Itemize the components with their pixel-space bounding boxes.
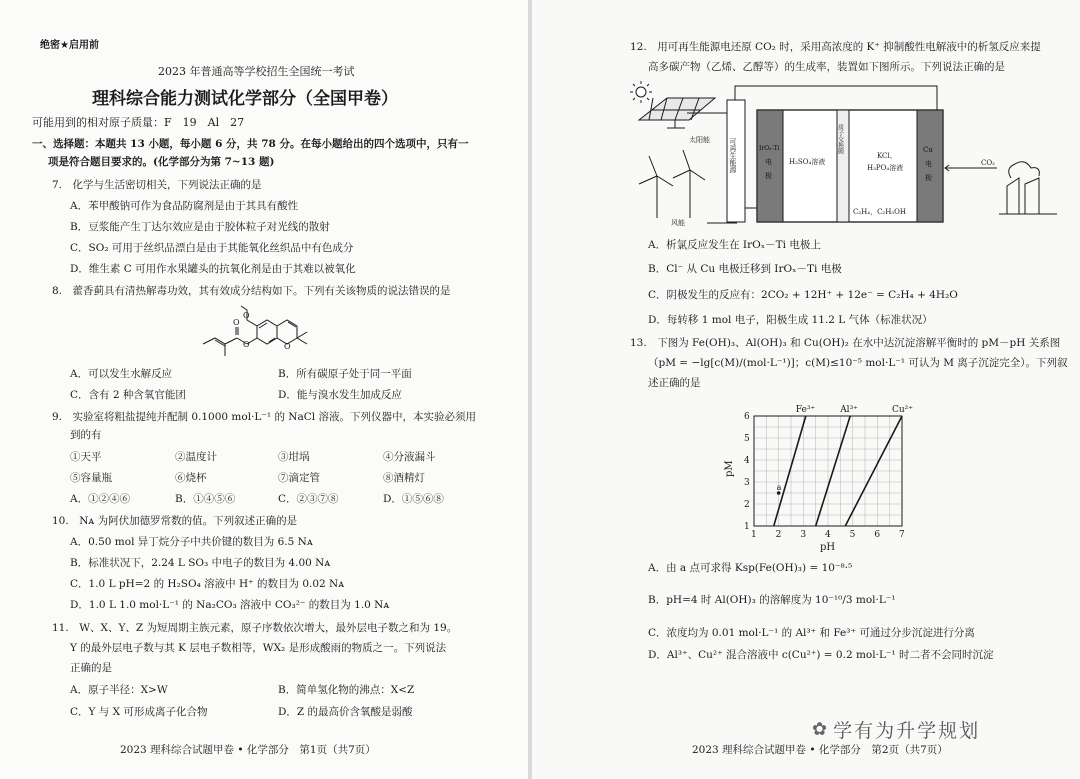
page-footer-left: 2023 理科综合试题甲卷 • 化学部分 第1页（共7页）	[120, 744, 376, 756]
q12-option-c: C．阴极发生的反应有：2CO₂ + 12H⁺ + 12e⁻ = C₂H₄ + 4H₂O	[648, 289, 958, 301]
y-tick-label: 2	[744, 500, 750, 510]
q7-option-c: C．SO₂ 可用于丝织品漂白是由于其能氧化丝织品中有色成分	[70, 242, 354, 254]
y-tick-label: 3	[744, 478, 750, 488]
q12-stem-cont: 高多碳产物（乙烯、乙醇等）的生成率，装置如下图所示。下列说法正确的是	[648, 61, 1005, 73]
q11-option-a: A．原子半径：X>W	[70, 684, 168, 696]
q9-item-7: ⑦滴定管	[278, 472, 320, 484]
x-axis-label: pH	[820, 542, 836, 553]
x-tick-label: 1	[751, 530, 757, 540]
q8-option-c: C．含有 2 种含氧官能团	[70, 389, 186, 401]
atomic-masses: 可能用到的相对原子质量：F 19 Al 27	[32, 116, 245, 129]
q7-option-b: B．豆浆能产生丁达尔效应是由于胶体粒子对光线的散射	[70, 221, 330, 233]
q12-stem: 12. 用可再生能源电还原 CO₂ 时，采用高浓度的 K⁺ 抑制酸性电解液中的析氢反应来提	[630, 41, 1041, 53]
q9-item-1: ①天平	[70, 451, 102, 463]
page-left	[0, 0, 528, 779]
q11-stem-end: 正确的是	[70, 662, 112, 674]
y-tick-label: 4	[744, 456, 750, 466]
q9-option-d: D．①⑤⑥⑧	[383, 493, 444, 505]
q7-stem: 7. 化学与生活密切相关，下列说法正确的是	[52, 179, 262, 191]
q12-option-a: A．析氯反应发生在 IrOₓ－Ti 电极上	[648, 239, 821, 251]
q10-option-d: D．1.0 L 1.0 mol·L⁻¹ 的 Na₂CO₃ 溶液中 CO₃²⁻ 的数目为 1.0 Nᴀ	[70, 599, 390, 611]
series-label-0: Fe³⁺	[795, 405, 816, 415]
q11-stem: 11. W、X、Y、Z 为短周期主族元素，原子序数依次增大，最外层电子数之和为 19。	[52, 622, 458, 634]
q11-stem-cont: Y 的最外层电子数与其 K 层电子数相等，WX₂ 是形成酸雨的物质之一。下列说法	[70, 642, 447, 654]
page-title: 理科综合能力测试化学部分（全国甲卷）	[92, 89, 398, 109]
q7-option-a: A．苯甲酸钠可作为食品防腐剂是由于其具有酸性	[70, 200, 299, 212]
q9-item-8: ⑧酒精灯	[383, 472, 425, 484]
carbonyl-o-label: O	[233, 318, 240, 327]
anode-label-3: 极	[765, 172, 772, 180]
q9-option-a: A．①②④⑥	[70, 493, 131, 505]
cu-label-2: 电	[925, 160, 932, 168]
q10-option-b: B．标准状况下，2.24 L SO₃ 中电子的数目为 4.00 Nᴀ	[70, 557, 331, 569]
methoxy-o-label: O	[243, 311, 250, 320]
kcl-label: KCl、	[877, 152, 897, 160]
q10-option-a: A．0.50 mol 异丁烷分子中共价键的数目为 6.5 Nᴀ	[70, 536, 313, 548]
series-label-2: Cu²⁺	[892, 405, 914, 415]
y-axis-label: pM	[724, 460, 735, 477]
page-right	[532, 0, 1080, 779]
q13-option-d: D．Al³⁺、Cu²⁺ 混合溶液中 c(Cu²⁺) = 0.2 mol·L⁻¹ 时二者不会同时沉淀	[648, 649, 994, 661]
pm-ph-chart	[712, 396, 932, 556]
y-tick-label: 1	[744, 522, 750, 532]
q13-option-a: A．由 a 点可求得 Ksp(Fe(OH)₃) = 10⁻⁸·⁵	[648, 562, 853, 574]
q9-stem-cont: 到的有	[70, 429, 102, 441]
section-heading-cont: 项是符合题目要求的。(化学部分为第 7~13 题)	[48, 156, 275, 168]
q7-option-d: D．维生素 C 可用作水果罐头的抗氧化剂是由于其难以被氧化	[70, 263, 356, 275]
q9-item-6: ⑥烧杯	[175, 472, 207, 484]
q13-stem-cont: （pM = −lg[c(M)/(mol·L⁻¹)]；c(M)≤10⁻⁵ mol·L⁻¹ 可认为 M 离子沉淀完全）。下列叙	[648, 357, 1068, 369]
anode-label: IrOₓ-Ti	[759, 145, 780, 152]
co2-label: CO₂	[981, 159, 995, 167]
factory-icon	[999, 162, 1057, 214]
electrolysis-diagram	[627, 78, 1067, 230]
q11-option-c: C．Y 与 X 可形成离子化合物	[70, 706, 208, 718]
q8-option-a: A．可以发生水解反应	[70, 368, 173, 380]
molecule-structure	[195, 300, 325, 366]
q13-stem-end: 述正确的是	[648, 377, 701, 389]
sun-icon	[636, 87, 646, 97]
q9-item-3: ③坩埚	[278, 451, 310, 463]
membrane-label: 质子交换膜	[836, 124, 844, 154]
wind-turbine-icon	[639, 150, 705, 218]
solar-label: 太阳能	[689, 136, 710, 144]
wechat-icon: ✿	[812, 719, 828, 740]
q13-option-b: B．pH=4 时 Al(OH)₃ 的溶解度为 10⁻¹⁰/3 mol·L⁻¹	[648, 594, 896, 606]
ring-o-label: O	[284, 342, 291, 351]
q11-option-b: B．简单氢化物的沸点：X<Z	[278, 684, 415, 696]
q12-option-d: D．每转移 1 mol 电子，阳极生成 11.2 L 气体（标准状况）	[648, 314, 933, 326]
h2so4-label: H₂SO₄溶液	[789, 158, 826, 166]
products-label: C₂H₄，C₂H₅OH	[853, 208, 906, 216]
q10-option-c: C．1.0 L pH=2 的 H₂SO₄ 溶液中 H⁺ 的数目为 0.02 Nᴀ	[70, 578, 345, 590]
wind-label: 风能	[671, 219, 685, 227]
q9-item-2: ②温度计	[175, 451, 217, 463]
h3po4-label: H₃PO₄溶液	[867, 164, 904, 172]
renewable-label: 可再生能源	[729, 138, 737, 173]
exam-heading: 2023 年普通高等学校招生全国统一考试	[158, 65, 355, 78]
x-tick-label: 5	[849, 530, 856, 540]
q8-option-b: B．所有碳原子处于同一平面	[278, 368, 412, 380]
watermark	[812, 716, 980, 743]
cu-label: Cu	[923, 146, 933, 154]
section-heading: 一、选择题：本题共 13 小题，每小题 6 分，共 78 分。在每小题给出的四个选项中，只有一	[32, 138, 469, 150]
q11-option-d: D．Z 的最高价含氧酸是弱酸	[278, 706, 413, 718]
q9-item-5: ⑤容量瓶	[70, 472, 112, 484]
q13-option-c: C．浓度均为 0.01 mol·L⁻¹ 的 Al³⁺ 和 Fe³⁺ 可通过分步沉淀进行分离	[648, 627, 975, 639]
q8-option-d: D．能与溴水发生加成反应	[278, 389, 402, 401]
point-a-label: a	[776, 483, 782, 492]
q12-option-b: B．Cl⁻ 从 Cu 电极迁移到 IrOₓ－Ti 电极	[648, 263, 842, 275]
anode-label-2: 电	[765, 158, 772, 166]
cu-label-3: 极	[925, 174, 932, 182]
q10-stem: 10. Nᴀ 为阿伏加德罗常数的值。下列叙述正确的是	[52, 515, 298, 527]
ester-o-label: O	[243, 340, 250, 349]
watermark-text: 学有为升学规划	[833, 720, 981, 742]
q9-option-c: C．②③⑦⑧	[278, 493, 339, 505]
q9-stem: 9. 实验室将粗盐提纯并配制 0.1000 mol·L⁻¹ 的 NaCl 溶液。下列仪器中，本实验必须用	[52, 411, 476, 423]
y-tick-label: 6	[744, 412, 750, 422]
q9-option-b: B．①④⑤⑥	[175, 493, 236, 505]
q13-stem: 13. 下图为 Fe(OH)₃、Al(OH)₃ 和 Cu(OH)₂ 在水中达沉淀溶解平衡时的 pM－pH 关系图	[630, 337, 1061, 349]
x-tick-label: 3	[800, 530, 807, 540]
q8-stem: 8. 藿香蓟具有清热解毒功效，其有效成分结构如下。下列有关该物质的说法错误的是	[52, 285, 451, 297]
x-tick-label: 6	[874, 530, 881, 540]
y-tick-label: 5	[744, 434, 750, 444]
x-tick-label: 4	[825, 530, 831, 540]
secret-label: 绝密★启用前	[40, 40, 99, 51]
q9-item-4: ④分液漏斗	[383, 451, 436, 463]
x-tick-label: 2	[775, 530, 782, 540]
x-tick-label: 7	[899, 530, 905, 540]
page-footer-right: 2023 理科综合试题甲卷 • 化学部分 第2页（共7页）	[692, 744, 948, 756]
series-label-1: Al³⁺	[840, 405, 858, 415]
